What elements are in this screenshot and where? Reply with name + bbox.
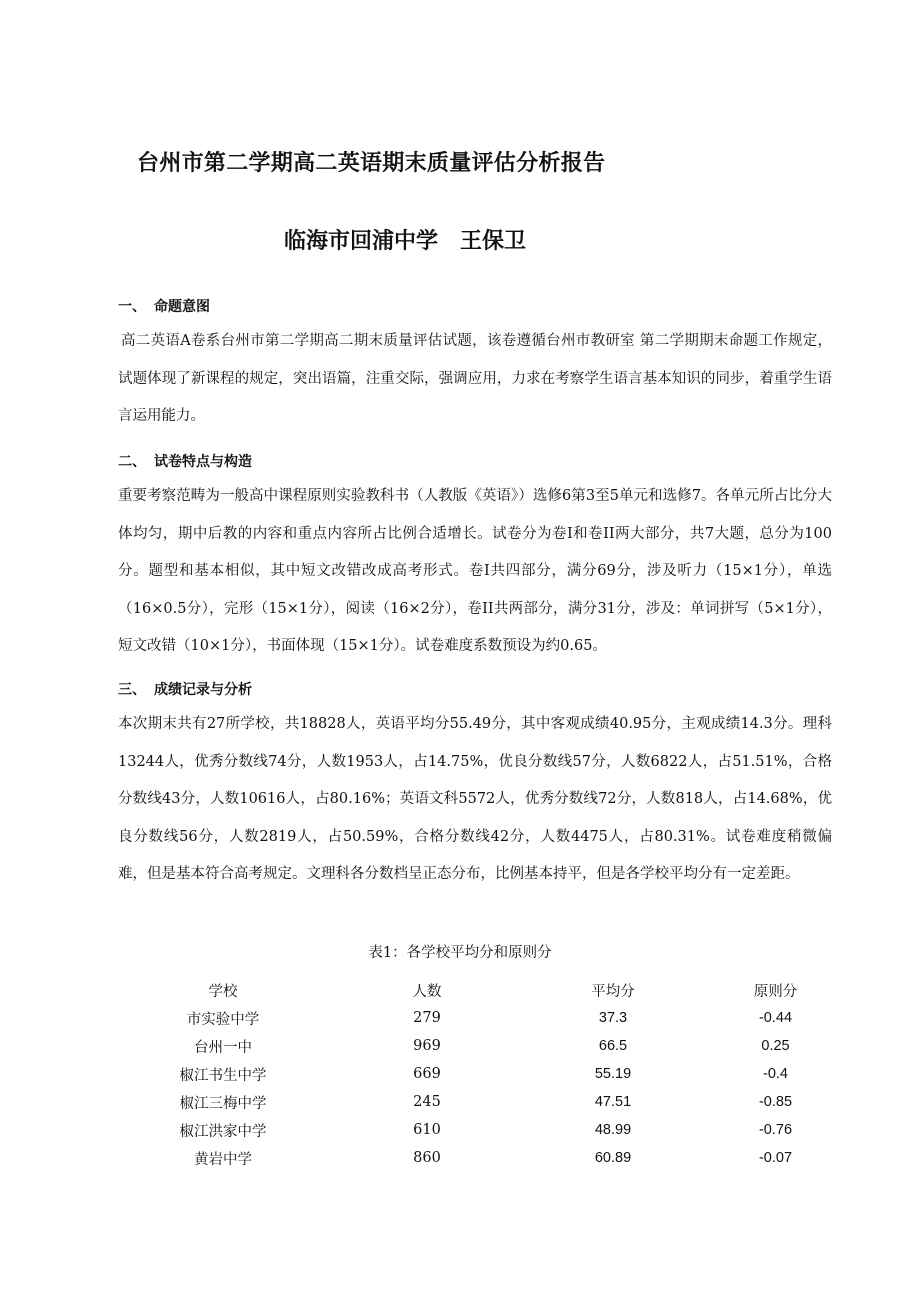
- table-row: [130, 1060, 863, 1088]
- table-caption: 表1：各学校平均分和原则分: [368, 945, 552, 961]
- section-number: 三、: [118, 682, 146, 698]
- school-cell: 椒江洪家中学: [179, 1123, 267, 1140]
- section-title: 成绩记录与分析: [154, 682, 252, 698]
- column-header: 人数: [412, 983, 442, 1000]
- school-cell: 台州一中: [194, 1039, 252, 1056]
- section-number: 一、: [118, 299, 146, 315]
- section-paragraph: 本次期末共有27所学校，共18828人，英语平均分55.49分，其中客观成绩40.95分，主观成绩14.3分。理科13244人，优秀分数线74分，人数1953人，占14.75%，优良分数线57分，人数6822人，占51.51%，合格分数线43分，人数10616人，占80.16%；英语文科5572人，优秀分数线72分，人数818人，占14.68%，优良分数线56分，人数2819人，占50.59%，合格分数线42分，人数4475人，占80.31%。试卷难度稍微偏难，但是基本符合高考规定。文理科各分数档呈正态分布，比例基本持平，但是各学校平均分有一定差距。: [118, 716, 832, 882]
- count-cell: 279: [413, 1010, 441, 1026]
- section-heading: [118, 451, 252, 471]
- table-row: [130, 1144, 863, 1172]
- author-line: [284, 224, 526, 255]
- author-name: 王保卫: [460, 229, 527, 254]
- table-row: [130, 1116, 863, 1144]
- standard-score-cell: -0.76: [758, 1122, 793, 1138]
- column-header: 平均分: [591, 983, 635, 1000]
- section-heading: [118, 679, 252, 699]
- standard-score-cell: -0.4: [763, 1066, 788, 1082]
- column-header: 原则分: [753, 983, 798, 1000]
- section-paragraph: 高二英语A卷系台州市第二学期高二期末质量评估试题，该卷遵循台州市教研室 第二学期期末命题工作规定，试题体现了新课程的规定，突出语篇，注重交际，强调应用，力求在考察学生语言基本知识的同步，着重学生语言运用能力。: [118, 333, 832, 424]
- count-cell: 669: [413, 1066, 441, 1082]
- table-row: [130, 1088, 863, 1116]
- school-cell: 椒江三梅中学: [179, 1095, 267, 1112]
- average-cell: 60.89: [594, 1150, 632, 1166]
- table-row: [130, 1004, 863, 1032]
- standard-score-cell: 0.25: [761, 1038, 790, 1054]
- school-score-table: [130, 976, 863, 1172]
- table-header-row: [130, 976, 863, 1004]
- school-cell: 黄岩中学: [194, 1151, 252, 1168]
- count-cell: 860: [413, 1150, 441, 1166]
- table-row: [130, 1032, 863, 1060]
- standard-score-cell: -0.85: [758, 1094, 793, 1110]
- standard-score-cell: -0.07: [758, 1150, 793, 1166]
- school-cell: 市实验中学: [186, 1011, 260, 1028]
- average-cell: 47.51: [594, 1094, 632, 1110]
- count-cell: 245: [413, 1094, 441, 1110]
- document-title: 台州市第二学期高二英语期末质量评估分析报告: [137, 151, 606, 176]
- average-cell: 66.5: [598, 1038, 628, 1054]
- column-header: 学校: [208, 983, 238, 1000]
- section-heading: [118, 296, 210, 316]
- count-cell: 969: [413, 1038, 441, 1054]
- section-title: 命题意图: [154, 299, 210, 315]
- count-cell: 610: [413, 1122, 441, 1138]
- average-cell: 37.3: [598, 1010, 628, 1026]
- standard-score-cell: -0.44: [758, 1010, 793, 1026]
- section-number: 二、: [118, 454, 146, 470]
- average-cell: 55.19: [594, 1066, 632, 1082]
- section-title: 试卷特点与构造: [154, 454, 252, 470]
- author-school: 临海市回浦中学: [284, 229, 439, 254]
- section-paragraph: 重要考察范畴为一般高中课程原则实验教科书（人教版《英语》）选修6第3至5单元和选修7。各单元所占比分大体均匀，期中后教的内容和重点内容所占比例合适增长。试卷分为卷I和卷II两大部分，共7大题，总分为100分。题型和基本相似，其中短文改错改成高考形式。卷I共四部分，满分69分，涉及听力（15×1分），单选（16×0.5分），完形（15×1分），阅读（16×2分），卷II共两部分，满分31分，涉及：单词拼写（5×1分），短文改错（10×1分），书面体现（15×1分）。试卷难度系数预设为约0.65。: [118, 488, 832, 654]
- average-cell: 48.99: [594, 1122, 632, 1138]
- school-cell: 椒江书生中学: [179, 1067, 267, 1084]
